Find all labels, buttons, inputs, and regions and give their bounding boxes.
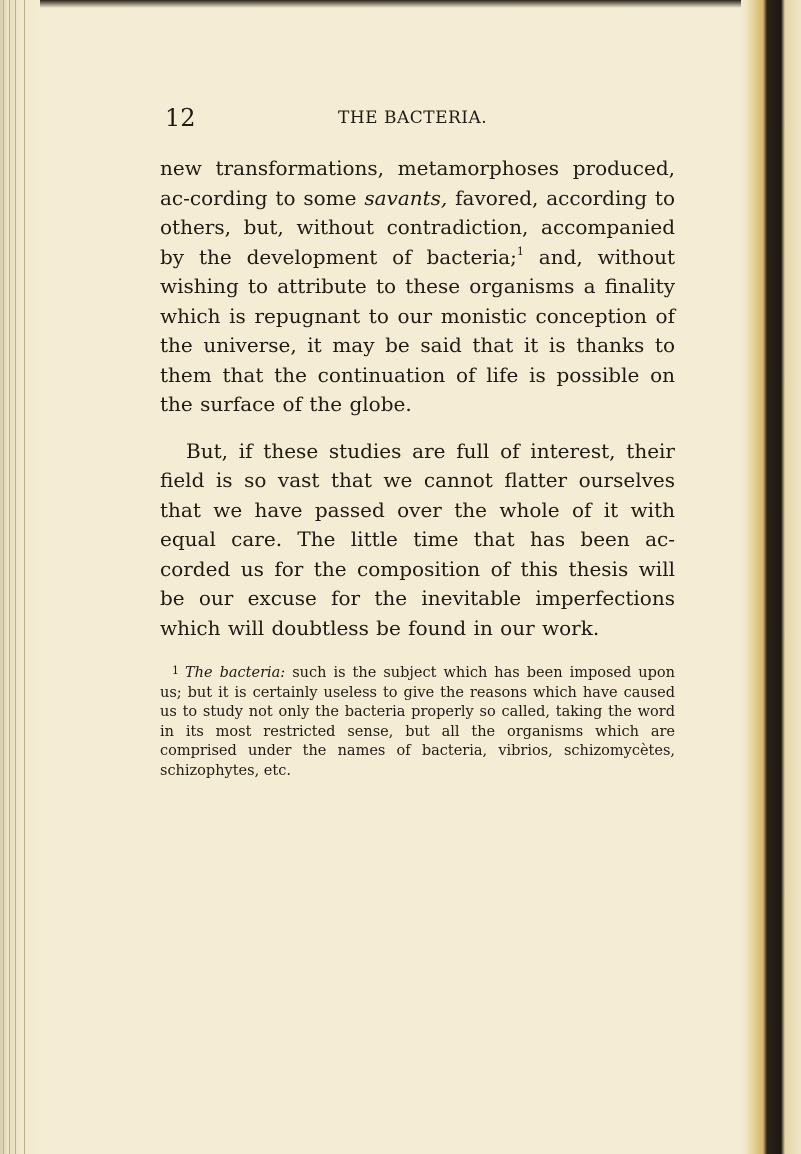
page-header	[160, 100, 675, 134]
paragraph-1-text-c: and, without wishing to attribute to these organisms a finality which is repugnant to our monistic conception of the universe, it may be said that it is thanks to them that the continuation of life is possible on the surface of the globe.	[160, 244, 675, 416]
edge-line	[15, 0, 16, 1154]
running-head: THE BACTERIA.	[338, 108, 488, 128]
footnote-mark: 1	[172, 664, 179, 677]
paragraph-1-text-b: favored, according to others, but, without contradiction, accompanied by the development of bacteria;	[160, 185, 675, 269]
footnote-text: such is the subject which has been imposed upon us; but it is certainly useless to give the reasons which have caused us to study not only the bacteria properly so called, taking the word in its most restricted sense, but all the organisms which are comprised under the names of bacteria, vibrios, schizomycètes, schizophytes, etc.	[160, 665, 675, 779]
edge-line	[9, 0, 10, 1154]
paragraph-2: But, if these studies are full of interest, their field is so vast that we cannot flatter ourselves that we have passed over the whole of it with equal care. The little time that has been ac-corded us for the composition of this thesis will be our excuse for the inevitable imperfections which will doubtless be found in our work.	[160, 438, 675, 640]
edge-line	[24, 0, 25, 1154]
footnote-title: The bacteria:	[185, 665, 286, 681]
paragraph-1-text-a: new transformations, metamorphoses produced, ac-cording to some	[160, 156, 675, 210]
left-binding-edge	[0, 0, 40, 1154]
page-top-shadow	[0, 0, 801, 8]
book-page	[160, 100, 675, 781]
edge-line	[3, 0, 4, 1154]
page-number: 12	[165, 104, 196, 132]
footnote-reference: 1	[516, 244, 524, 258]
paragraph-1-italic: savants,	[364, 185, 448, 210]
paragraph-1	[160, 154, 675, 420]
right-binding-edge	[741, 0, 801, 1154]
footnote	[160, 661, 675, 781]
